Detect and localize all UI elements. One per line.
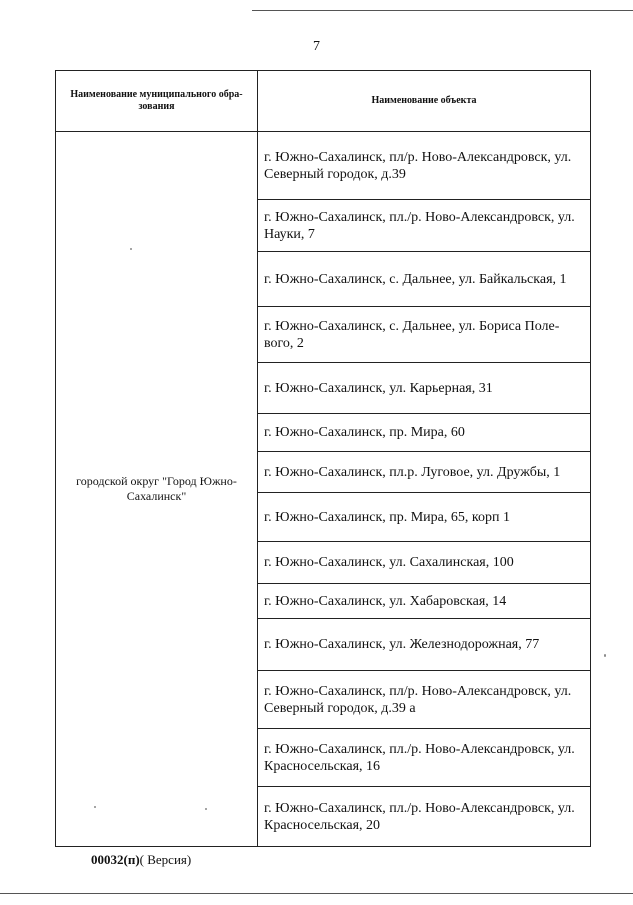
footer-version (91, 852, 191, 868)
object-cell: г. Южно-Сахалинск, ул. Хабаровская, 14 (258, 584, 591, 619)
object-cell: г. Южно-Сахалинск, пл/р. Ново-Александровск, ул. Северный городок, д.39 а (258, 671, 591, 729)
object-cell: г. Южно-Сахалинск, ул. Карьерная, 31 (258, 363, 591, 414)
header-object: Наименование объекта (258, 71, 591, 132)
table-row (56, 132, 591, 200)
scan-speck (94, 806, 96, 808)
object-cell: г. Южно-Сахалинск, пл./р. Ново-Александровск, ул. Красносельская, 16 (258, 729, 591, 787)
object-cell: г. Южно-Сахалинск, с. Дальнее, ул. Бориса Поле- вого, 2 (258, 307, 591, 363)
top-rule (252, 10, 633, 11)
document-code: 00032(п) (91, 852, 140, 867)
object-cell: г. Южно-Сахалинск, пр. Мира, 65, корп 1 (258, 493, 591, 542)
objects-table (55, 70, 591, 847)
object-cell: г. Южно-Сахалинск, пр. Мира, 60 (258, 414, 591, 452)
object-cell: г. Южно-Сахалинск, ул. Железнодорожная, 77 (258, 619, 591, 671)
table-header-row (56, 71, 591, 132)
object-cell: г. Южно-Сахалинск, пл./р. Ново-Александровск, ул. Науки, 7 (258, 200, 591, 252)
object-cell: г. Южно-Сахалинск, пл./р. Ново-Александровск, ул. Красносельская, 20 (258, 787, 591, 847)
scan-speck (130, 248, 132, 250)
scan-speck (205, 808, 207, 810)
version-label: ( Версия) (139, 852, 192, 867)
page-number: 7 (313, 39, 320, 54)
object-cell: г. Южно-Сахалинск, с. Дальнее, ул. Байкальская, 1 (258, 252, 591, 307)
object-cell: г. Южно-Сахалинск, пл/р. Ново-Александровск, ул. Северный городок, д.39 (258, 132, 591, 200)
scan-speck (604, 654, 606, 657)
object-cell: г. Южно-Сахалинск, ул. Сахалинская, 100 (258, 542, 591, 584)
header-municipality: Наименование муниципального обра- зования (56, 71, 258, 132)
object-cell: г. Южно-Сахалинск, пл.р. Луговое, ул. Дружбы, 1 (258, 452, 591, 493)
municipality-cell: городской округ "Город Южно- Сахалинск" (56, 132, 258, 847)
bottom-rule (0, 893, 633, 894)
